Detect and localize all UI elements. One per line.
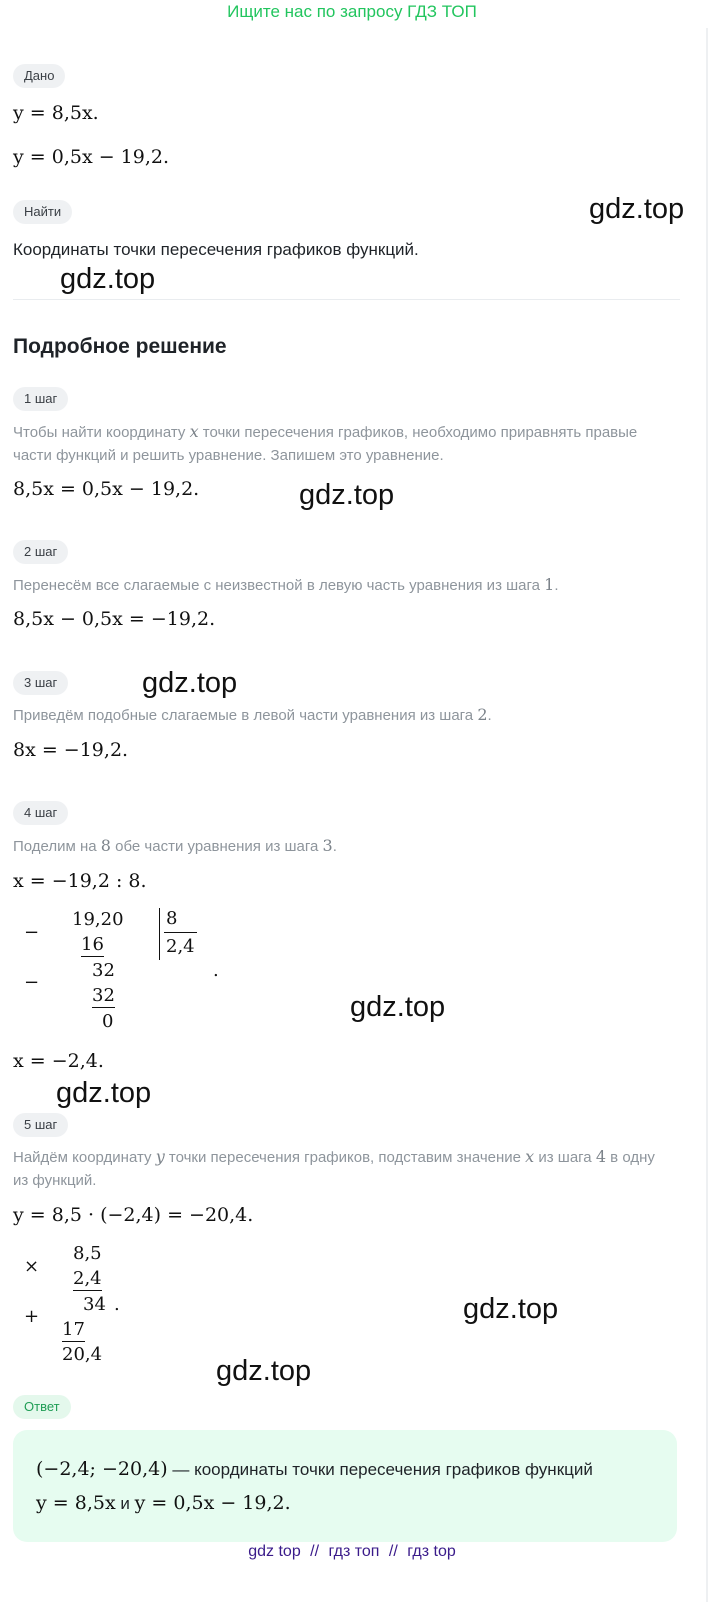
step-3-text: Приведём подобные слагаемые в левой части уравнения из шага 2. [13, 705, 492, 724]
find-badge: Найти [13, 200, 72, 224]
step-4-badge: 4 шаг [13, 801, 68, 825]
answer-equation-1: y = 8,5x [36, 1492, 116, 1514]
division-remainder-2: 0 [102, 1011, 114, 1032]
division-minus-2: − [24, 972, 40, 993]
answer-conjunction: и [115, 1494, 135, 1513]
watermark: gdz.top [350, 991, 446, 1023]
answer-badge: Ответ [13, 1395, 71, 1419]
given-equation-1: y = 8,5x. [13, 102, 99, 124]
answer-text: — координаты точки пересечения графиков функций [167, 1460, 593, 1479]
step-2-text: Перенесём все слагаемые с неизвестной в левую часть уравнения из шага 1. [13, 575, 559, 594]
footer-links [0, 1543, 704, 1561]
watermark: gdz.top [60, 263, 156, 295]
step-5-equation: y = 8,5 · (−2,4) = −20,4. [13, 1204, 254, 1226]
mult-times-sign: × [24, 1256, 40, 1277]
division-dot: . [213, 960, 219, 981]
footer-link-gdz-top-mixed[interactable]: гдз top [407, 1543, 456, 1560]
step-4-text: Поделим на 8 обе части уравнения из шага 3. [13, 836, 337, 855]
mult-result: 20,4 [62, 1344, 103, 1365]
mult-plus-sign: + [24, 1306, 40, 1327]
division-quotient: 2,4 [166, 936, 195, 957]
step-3-equation: 8x = −19,2. [13, 739, 129, 761]
step-2-equation: 8,5x − 0,5x = −19,2. [13, 608, 216, 630]
mult-dot: . [114, 1294, 120, 1315]
division-quotient-line [164, 932, 197, 933]
step-4-equation: x = −19,2 : 8. [13, 870, 147, 892]
division-divisor: 8 [166, 908, 178, 929]
section-divider [13, 299, 680, 300]
division-bar [159, 908, 160, 960]
step-5-text: Найдём координату y точки пересечения графиков, подставим значение x из шага 4 в одну из функций. [13, 1147, 655, 1189]
step-3-badge: 3 шаг [13, 671, 68, 695]
given-equation-2: y = 0,5x − 19,2. [13, 146, 170, 168]
answer-box [13, 1430, 677, 1542]
footer-link-gdz-top[interactable]: gdz top [248, 1543, 301, 1560]
step-5-badge: 5 шаг [13, 1113, 68, 1137]
division-minus-1: − [24, 922, 40, 943]
division-dividend: 19,20 [72, 909, 124, 930]
footer-link-gdz-top-ru[interactable]: гдз топ [328, 1543, 380, 1560]
step-4-result: x = −2,4. [13, 1050, 104, 1072]
step-1-equation: 8,5x = 0,5x − 19,2. [13, 478, 200, 500]
step-1-badge: 1 шаг [13, 387, 68, 411]
given-badge: Дано [13, 64, 65, 88]
search-banner: Ищите нас по запросу ГДЗ ТОП [227, 2, 477, 21]
scrollbar-track[interactable] [706, 28, 708, 1602]
mult-partial-2: 17 [62, 1319, 85, 1340]
answer-line-2 [36, 1492, 291, 1514]
mult-factor-b: 2,4 [73, 1268, 102, 1289]
watermark: gdz.top [463, 1293, 559, 1325]
watermark: gdz.top [142, 667, 238, 699]
watermark: gdz.top [589, 193, 685, 225]
watermark: gdz.top [216, 1355, 312, 1387]
answer-line-1 [36, 1458, 593, 1480]
division-remainder-1: 32 [92, 960, 115, 981]
step-1-text: Чтобы найти координату x точки пересечения графиков, необходимо приравнять правые части функций и решить уравнение. Запишем это уравнение. [13, 422, 638, 464]
footer-separator: // [388, 1543, 398, 1560]
answer-point: (−2,4; −20,4) [36, 1458, 168, 1480]
division-subtrahend-2: 32 [92, 985, 115, 1006]
footer-separator: // [310, 1543, 320, 1560]
division-subtrahend-1: 16 [81, 934, 104, 955]
step-2-badge: 2 шаг [13, 540, 68, 564]
solution-title: Подробное решение [13, 335, 227, 358]
watermark: gdz.top [299, 479, 395, 511]
answer-equation-2: y = 0,5x − 19,2. [134, 1492, 291, 1514]
mult-factor-a: 8,5 [73, 1243, 102, 1264]
find-text: Координаты точки пересечения графиков функций. [13, 240, 419, 259]
watermark: gdz.top [56, 1077, 152, 1109]
mult-partial-1: 34 [83, 1294, 106, 1315]
